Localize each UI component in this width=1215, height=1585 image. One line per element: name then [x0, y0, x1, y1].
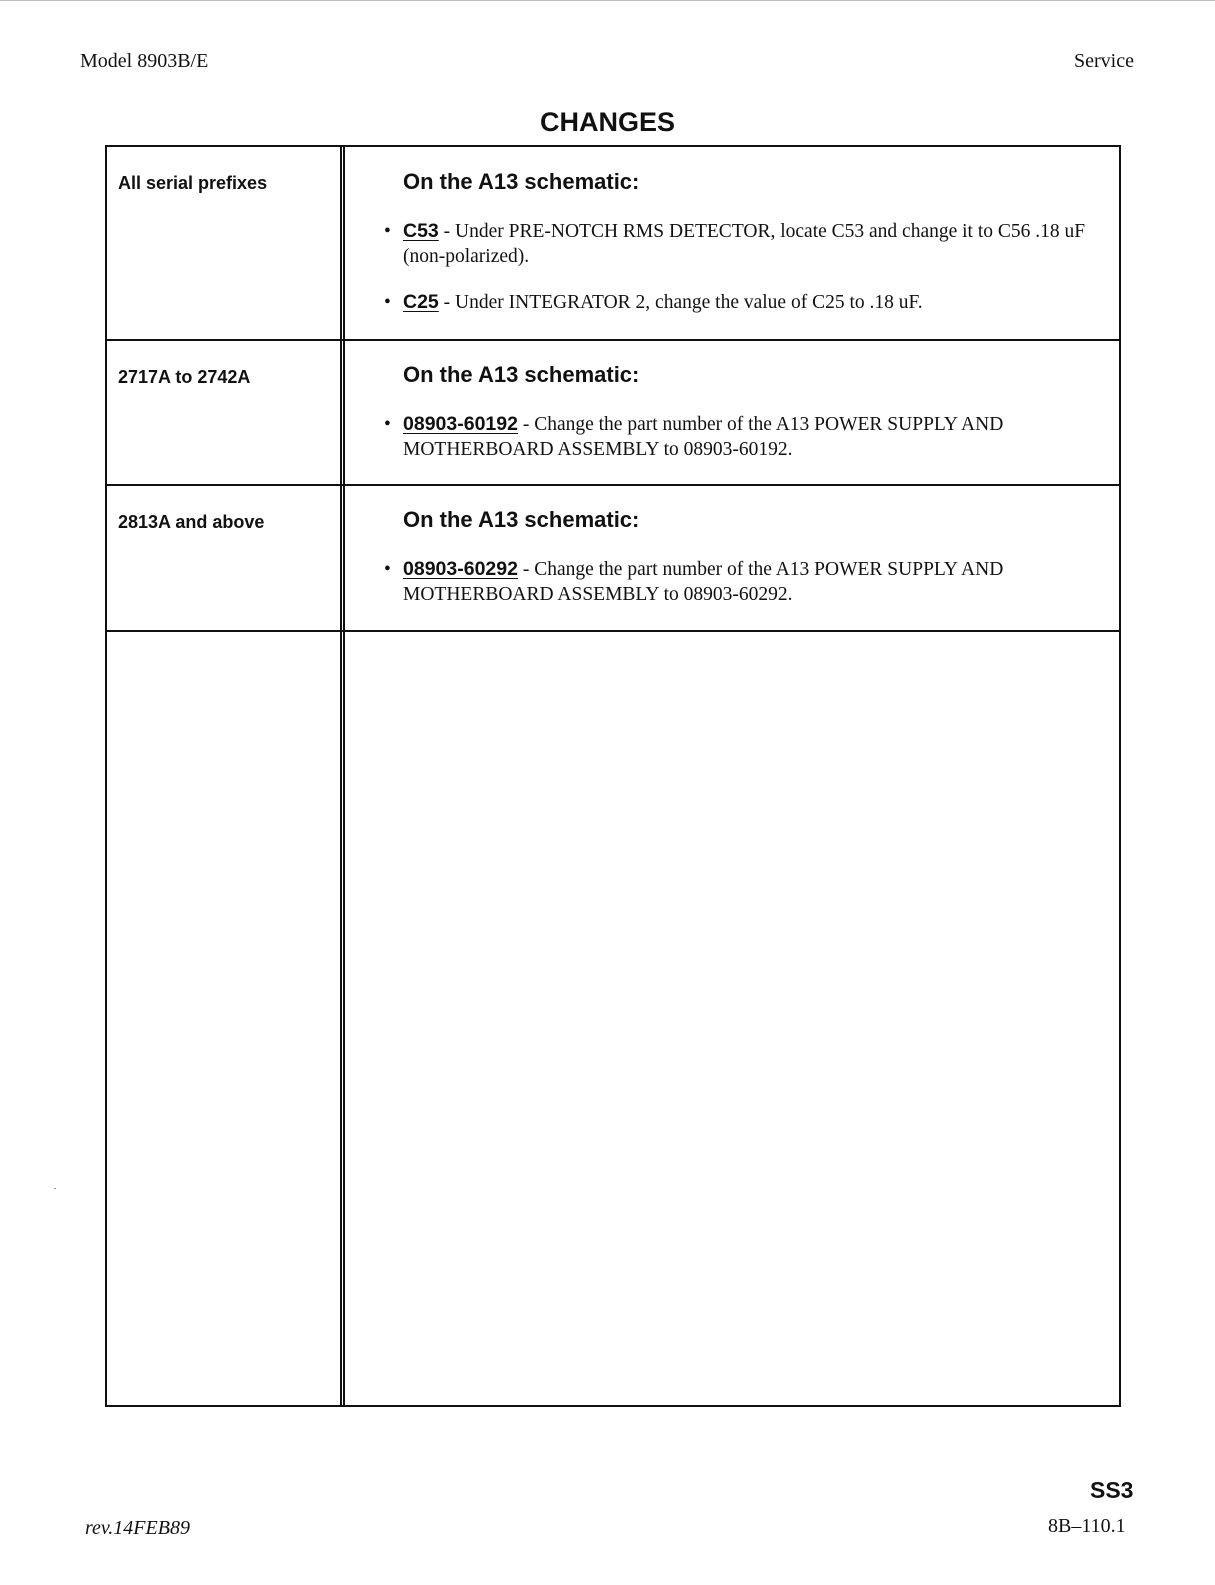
- change-item-60292: [384, 557, 1104, 607]
- bullet-icon: •: [384, 559, 391, 580]
- row-heading: On the A13 schematic:: [403, 362, 640, 387]
- change-item-c25: [384, 290, 1104, 315]
- change-ref: C53: [403, 220, 439, 242]
- revision-date: rev.14FEB89: [85, 1517, 190, 1539]
- header-section: Service: [1074, 50, 1134, 72]
- column-divider: [340, 145, 345, 1407]
- changes-table: [105, 145, 1121, 1407]
- serial-prefix-2717a: 2717A to 2742A: [118, 367, 251, 387]
- page-number: 8B–110.1: [1048, 1515, 1126, 1537]
- bullet-icon: •: [384, 292, 391, 313]
- change-ref: C25: [403, 291, 439, 313]
- bullet-icon: •: [384, 221, 391, 242]
- row-divider: [105, 630, 1121, 632]
- row-divider: [105, 484, 1121, 486]
- section-code: SS3: [1090, 1477, 1134, 1503]
- change-ref: 08903-60192: [403, 413, 518, 435]
- bullet-icon: •: [384, 414, 391, 435]
- top-edge-rule: [0, 0, 1215, 1]
- change-text: - Under PRE-NOTCH RMS DETECTOR, locate C53 and change it to C56 .18 uF (non-polarized).: [403, 221, 1086, 267]
- serial-prefix-all: All serial prefixes: [118, 173, 268, 193]
- change-text: - Under INTEGRATOR 2, change the value of C25 to .18 uF.: [438, 292, 923, 313]
- header-model: Model 8903B/E: [80, 50, 209, 72]
- change-item-60192: [384, 412, 1104, 462]
- row-divider: [105, 339, 1121, 341]
- page-title: CHANGES: [539, 107, 675, 137]
- serial-prefix-2813a: 2813A and above: [118, 512, 265, 532]
- row-heading: On the A13 schematic:: [403, 169, 640, 194]
- row-heading: On the A13 schematic:: [403, 507, 640, 532]
- change-text: - Change the part number of the A13 POWER SUPPLY AND MOTHERBOARD ASSEMBLY to 08903-60292.: [403, 559, 1004, 605]
- change-item-c53: [384, 219, 1104, 269]
- change-ref: 08903-60292: [403, 558, 518, 580]
- scan-speck: [54, 1188, 56, 1189]
- change-text: - Change the part number of the A13 POWER SUPPLY AND MOTHERBOARD ASSEMBLY to 08903-60192.: [403, 414, 1004, 460]
